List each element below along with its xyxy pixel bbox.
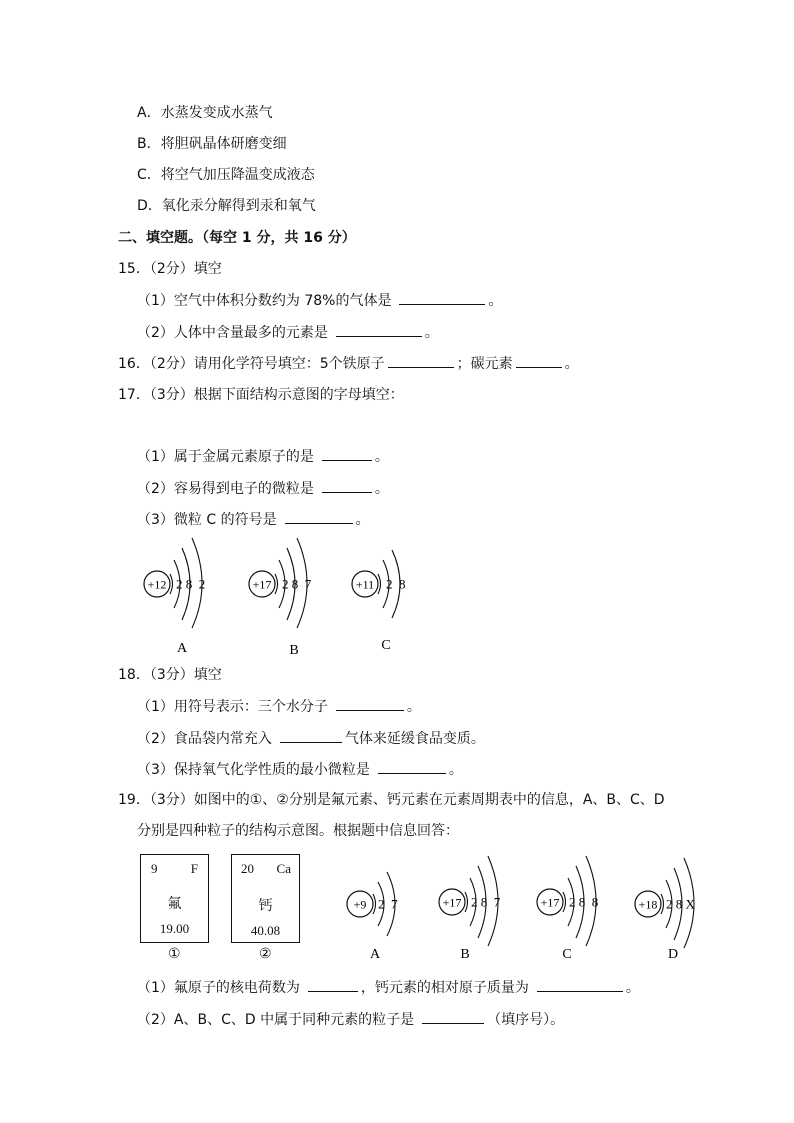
- q19-part2-text-a: （2）A、B、C、D 中属于同种元素的粒子是: [137, 1012, 415, 1028]
- diagram-label: B: [289, 643, 299, 658]
- q15-part2-end: 。: [424, 325, 439, 341]
- diagram-label: D: [667, 947, 679, 962]
- atom-diagram-b: [249, 538, 312, 658]
- q16: [118, 354, 579, 373]
- atomic-number: 20: [241, 861, 254, 876]
- diagram-label: B: [460, 947, 470, 962]
- electron-shells: 2 8 2: [176, 576, 206, 592]
- q19-part1-text-b: ，钙元素的相对原子质量为: [360, 980, 529, 996]
- q17-part2-text: （2）容易得到电子的微粒是: [137, 481, 314, 497]
- q19-stem-line2: 分别是四种粒子的结构示意图。根据题中信息回答：: [137, 823, 459, 839]
- nucleus-charge: +17: [442, 895, 462, 910]
- section-title: 二、填空题。（每空 1 分，共 16 分）: [118, 230, 356, 246]
- answer-blank: [322, 479, 372, 493]
- q18-part2: [137, 729, 485, 748]
- q18-part1: [137, 697, 421, 716]
- card-tag: ①: [168, 947, 181, 962]
- q14-option-d: D．氧化汞分解得到汞和氧气: [137, 198, 316, 214]
- answer-blank: [388, 354, 454, 368]
- q19-part1: [137, 978, 640, 997]
- q15-stem: 15．（2分）填空: [118, 261, 222, 277]
- q17-part3-text: （3）微粒 C 的符号是: [137, 512, 277, 528]
- q14-option-a: A．水蒸发变成水蒸气: [137, 105, 273, 121]
- electron-shells: 2 8 X: [666, 896, 695, 912]
- diagram-label: A: [176, 641, 188, 656]
- q17-part2-end: 。: [374, 481, 389, 497]
- element-symbol: F: [190, 861, 198, 876]
- q19-stem-line1: 19．（3分）如图中的①、②分别是氟元素、钙元素在元素周期表中的信息，A、B、C、D: [118, 792, 665, 808]
- q19-part1-end: 。: [625, 980, 640, 996]
- atom-diagram-c: [352, 550, 406, 653]
- answer-blank: [322, 447, 372, 461]
- q18-part2-text-a: （2）食品袋内常充入: [137, 731, 272, 747]
- q18-part1-text: （1）用符号表示：三个水分子: [137, 699, 328, 715]
- q15-part2-text: （2）人体中含量最多的元素是: [137, 325, 328, 341]
- q18-part1-end: 。: [406, 699, 421, 715]
- q16-text-b: ；碳元素: [456, 356, 513, 372]
- q14-option-c: C．将空气加压降温变成液态: [137, 167, 315, 183]
- q19-part1-text-a: （1）氟原子的核电荷数为: [137, 980, 300, 996]
- q15-part1: [137, 291, 502, 310]
- particle-diagram-c: [537, 856, 598, 962]
- electron-shells: 2 8 7: [282, 576, 312, 592]
- electron-shells: 2 8: [386, 576, 406, 592]
- nucleus-charge: +9: [353, 897, 367, 912]
- answer-blank: [308, 978, 358, 992]
- q17-structure-diagrams: [0, 530, 794, 670]
- q16-text-a: 16．（2分）请用化学符号填空：5个铁原子: [118, 356, 385, 372]
- q18-part3-end: 。: [448, 762, 463, 778]
- electron-shells: 2 8 7: [471, 894, 501, 910]
- element-symbol: Ca: [276, 861, 291, 876]
- q15-part1-end: 。: [488, 293, 503, 309]
- answer-blank: [516, 354, 562, 368]
- q18-part2-text-b: 气体来延缓食品变质。: [344, 731, 485, 747]
- answer-blank: [285, 510, 353, 524]
- nucleus-charge: +11: [355, 577, 375, 592]
- nucleus-charge: +18: [638, 897, 658, 912]
- q17-part3: [137, 510, 370, 529]
- particle-diagram-d: [635, 858, 696, 962]
- answer-blank: [399, 291, 485, 305]
- atomic-mass: 40.08: [250, 923, 281, 938]
- answer-blank: [537, 978, 623, 992]
- atomic-mass: 19.00: [159, 921, 190, 936]
- q16-text-c: 。: [564, 356, 579, 372]
- electron-shells: 2 7: [378, 896, 398, 912]
- q17-part1-end: 。: [374, 449, 389, 465]
- element-name: 氟: [167, 896, 182, 912]
- diagram-label: C: [381, 638, 391, 653]
- q15-part2: [137, 323, 439, 342]
- diagram-label: A: [369, 947, 381, 962]
- q17-part2: [137, 479, 389, 498]
- card-tag: ②: [259, 947, 272, 962]
- q19-part2-text-b: （填序号）。: [487, 1012, 565, 1028]
- atomic-number: 9: [151, 861, 158, 876]
- q17-part3-end: 。: [355, 512, 370, 528]
- q17-part1-text: （1）属于金属元素原子的是: [137, 449, 314, 465]
- answer-blank: [336, 323, 422, 337]
- atom-diagram-a: [144, 538, 205, 656]
- particle-diagram-b: [439, 856, 501, 962]
- nucleus-charge: +17: [252, 577, 272, 592]
- q19-structure-diagrams: [0, 850, 794, 965]
- answer-blank: [336, 697, 404, 711]
- q19-part2: [137, 1010, 564, 1029]
- q18-stem: 18．（3分）填空: [118, 667, 222, 683]
- answer-blank: [422, 1010, 484, 1024]
- q17-stem: 17．（3分）根据下面结构示意图的字母填空：: [118, 387, 404, 403]
- q17-part1: [137, 447, 389, 466]
- q18-part3: [137, 760, 463, 779]
- q18-part3-text: （3）保持氧气化学性质的最小微粒是: [137, 762, 370, 778]
- answer-blank: [378, 760, 446, 774]
- particle-diagram-a: [347, 872, 398, 962]
- nucleus-charge: +12: [147, 577, 167, 592]
- nucleus-charge: +17: [540, 895, 560, 910]
- q15-part1-text: （1）空气中体积分数约为 78%的气体是: [137, 293, 392, 309]
- q14-option-b: B．将胆矾晶体研磨变细: [137, 136, 287, 152]
- diagram-label: C: [562, 947, 572, 962]
- answer-blank: [280, 729, 342, 743]
- electron-shells: 2 8 8: [569, 894, 599, 910]
- element-name: 钙: [258, 898, 273, 914]
